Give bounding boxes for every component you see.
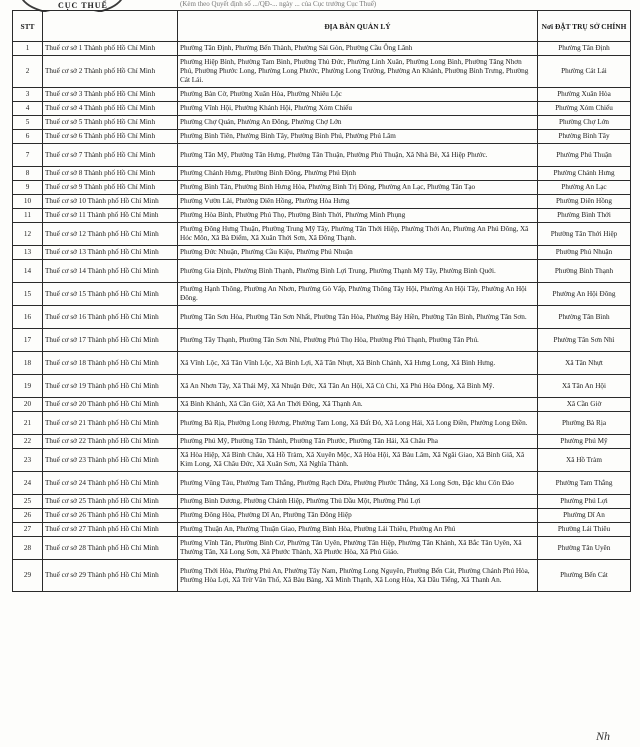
cell-office-name: Thuế cơ sở 27 Thành phố Hồ Chí Minh xyxy=(43,523,178,537)
cell-office-name: Thuế cơ sở 18 Thành phố Hồ Chí Minh xyxy=(43,352,178,375)
cell-stt: 26 xyxy=(13,509,43,523)
table-row xyxy=(13,537,631,560)
cell-area: Xã Vĩnh Lộc, Xã Tân Vĩnh Lộc, Xã Bình Lợi, Xã Tân Nhựt, Xã Bình Chánh, Xã Hưng Long, Xã Bình Hưng. xyxy=(178,352,538,375)
cell-stt: 29 xyxy=(13,560,43,592)
cell-office-name: Thuế cơ sở 6 Thành phố Hồ Chí Minh xyxy=(43,130,178,144)
cell-office-name: Thuế cơ sở 1 Thành phố Hồ Chí Minh xyxy=(43,42,178,56)
cell-office-name: Thuế cơ sở 17 Thành phố Hồ Chí Minh xyxy=(43,329,178,352)
cell-office-name: Thuế cơ sở 21 Thành phố Hồ Chí Minh xyxy=(43,412,178,435)
cell-hq: Phường Phú Mỹ xyxy=(538,435,631,449)
table-row xyxy=(13,398,631,412)
cell-office-name: Thuế cơ sở 14 Thành phố Hồ Chí Minh xyxy=(43,260,178,283)
header-name xyxy=(43,11,178,42)
table-row xyxy=(13,352,631,375)
cell-hq: Phường Cát Lái xyxy=(538,56,631,88)
cell-stt: 24 xyxy=(13,472,43,495)
cell-stt: 23 xyxy=(13,449,43,472)
cell-office-name: Thuế cơ sở 2 Thành phố Hồ Chí Minh xyxy=(43,56,178,88)
table-row xyxy=(13,523,631,537)
table-row xyxy=(13,435,631,449)
table-row xyxy=(13,449,631,472)
cell-hq: Phường Tân Uyên xyxy=(538,537,631,560)
table-row xyxy=(13,283,631,306)
cell-stt: 18 xyxy=(13,352,43,375)
cell-stt: 6 xyxy=(13,130,43,144)
cell-office-name: Thuế cơ sở 3 Thành phố Hồ Chí Minh xyxy=(43,88,178,102)
table-row xyxy=(13,56,631,88)
cell-area: Phường Phú Mỹ, Phường Tân Thành, Phường Tân Phước, Phường Tân Hải, Xã Châu Pha xyxy=(178,435,538,449)
cell-hq: Phường Chánh Hưng xyxy=(538,167,631,181)
table-row xyxy=(13,116,631,130)
cell-area: Phường Tân Mỹ, Phường Tân Hưng, Phường Tân Thuận, Phường Phú Thuận, Xã Nhà Bè, Xã Hiệp Phước. xyxy=(178,144,538,167)
cell-office-name: Thuế cơ sở 9 Thành phố Hồ Chí Minh xyxy=(43,181,178,195)
cell-area: Phường Chợ Quán, Phường An Đông, Phường Chợ Lớn xyxy=(178,116,538,130)
cell-hq: Phường Bình Thạnh xyxy=(538,260,631,283)
table-row xyxy=(13,167,631,181)
cell-stt: 2 xyxy=(13,56,43,88)
cell-stt: 3 xyxy=(13,88,43,102)
cell-stt: 4 xyxy=(13,102,43,116)
header-stt: STT xyxy=(13,11,43,42)
cell-area: Phường Thuận An, Phường Thuận Giao, Phường Bình Hòa, Phường Lái Thiêu, Phường An Phú xyxy=(178,523,538,537)
table-row xyxy=(13,130,631,144)
cell-area: Phường Chánh Hưng, Phường Bình Đông, Phường Phú Định xyxy=(178,167,538,181)
cell-hq: Xã Hồ Tràm xyxy=(538,449,631,472)
header-hq: Nơi ĐẶT TRỤ SỞ CHÍNH xyxy=(538,11,631,42)
cell-office-name: Thuế cơ sở 22 Thành phố Hồ Chí Minh xyxy=(43,435,178,449)
cell-hq: Phường Tân Bình xyxy=(538,306,631,329)
cell-hq: Phường Phú Thuận xyxy=(538,144,631,167)
stamp-text: CỤC THUẾ xyxy=(58,1,108,10)
cell-hq: Phường Tân Thới Hiệp xyxy=(538,223,631,246)
cell-stt: 22 xyxy=(13,435,43,449)
cell-stt: 7 xyxy=(13,144,43,167)
cell-stt: 11 xyxy=(13,209,43,223)
cell-hq: Phường Diên Hồng xyxy=(538,195,631,209)
cell-office-name: Thuế cơ sở 20 Thành phố Hồ Chí Minh xyxy=(43,398,178,412)
header-area: ĐỊA BÀN QUẢN LÝ xyxy=(178,11,538,42)
tax-office-table xyxy=(12,10,631,592)
cell-hq: Phường Xuân Hòa xyxy=(538,88,631,102)
cell-area: Phường Đông Hòa, Phường Dĩ An, Phường Tân Đông Hiệp xyxy=(178,509,538,523)
table-row xyxy=(13,260,631,283)
table-row xyxy=(13,209,631,223)
cell-hq: Phường Bình Thới xyxy=(538,209,631,223)
table-row xyxy=(13,195,631,209)
table-row xyxy=(13,42,631,56)
table-row xyxy=(13,181,631,195)
cell-stt: 13 xyxy=(13,246,43,260)
cell-hq: Phường Tam Thắng xyxy=(538,472,631,495)
cell-hq: Phường An Lạc xyxy=(538,181,631,195)
cell-office-name: Thuế cơ sở 4 Thành phố Hồ Chí Minh xyxy=(43,102,178,116)
cell-area: Phường Bình Tân, Phường Bình Hưng Hòa, Phường Bình Trị Đông, Phường An Lạc, Phường Tân Tạo xyxy=(178,181,538,195)
cell-area: Phường Bình Tiên, Phường Bình Tây, Phường Bình Phú, Phường Phú Lâm xyxy=(178,130,538,144)
cell-stt: 12 xyxy=(13,223,43,246)
cell-area: Phường Tây Thạnh, Phường Tân Sơn Nhì, Phường Phú Thọ Hòa, Phường Phú Thạnh, Phường Tân Phú. xyxy=(178,329,538,352)
cell-hq: Phường An Hội Đông xyxy=(538,283,631,306)
cell-stt: 25 xyxy=(13,495,43,509)
cell-area: Xã An Nhơn Tây, Xã Thái Mỹ, Xã Nhuận Đức, Xã Tân An Hội, Xã Củ Chi, Xã Phú Hòa Đông, Xã Bình Mỹ. xyxy=(178,375,538,398)
table-row xyxy=(13,375,631,398)
cell-office-name: Thuế cơ sở 19 Thành phố Hồ Chí Minh xyxy=(43,375,178,398)
cell-area: Phường Gia Định, Phường Bình Thạnh, Phường Bình Lợi Trung, Phường Thạnh Mỹ Tây, Phường Bình Quới. xyxy=(178,260,538,283)
cell-area: Phường Vĩnh Tân, Phường Bình Cơ, Phường Tân Uyên, Phường Tân Hiệp, Phường Tân Khánh, Xã Bắc Tân Uyên, Xã Thường Tân, Xã Long Sơn, Xã Phước Thành, Xã Phước Hòa, Xã Phú Giáo. xyxy=(178,537,538,560)
table-header-row xyxy=(13,11,631,42)
cell-area: Xã Hòa Hiệp, Xã Bình Châu, Xã Hồ Tràm, Xã Xuyên Mộc, Xã Hòa Hội, Xã Bàu Lâm, Xã Ngãi Giao, Xã Bình Giã, Xã Kim Long, Xã Châu Đức, Xã Xuân Sơn, Xã Nghĩa Thành. xyxy=(178,449,538,472)
cell-area: Phường Tân Định, Phường Bến Thành, Phường Sài Gòn, Phường Cầu Ông Lãnh xyxy=(178,42,538,56)
cell-hq: Phường Bà Rịa xyxy=(538,412,631,435)
cell-area: Phường Đông Hưng Thuận, Phường Trung Mỹ Tây, Phường Tân Thới Hiệp, Phường Thới An, Phường An Phú Đông, Xã Hóc Môn, Xã Bà Điểm, Xã Xuân Thới Sơn, Xã Đông Thạnh. xyxy=(178,223,538,246)
cell-office-name: Thuế cơ sở 23 Thành phố Hồ Chí Minh xyxy=(43,449,178,472)
cell-area: Phường Vĩnh Hội, Phường Khánh Hội, Phường Xóm Chiếu xyxy=(178,102,538,116)
cell-hq: Xã Cần Giờ xyxy=(538,398,631,412)
table-row xyxy=(13,144,631,167)
cell-office-name: Thuế cơ sở 29 Thành phố Hồ Chí Minh xyxy=(43,560,178,592)
cell-stt: 10 xyxy=(13,195,43,209)
table-row xyxy=(13,306,631,329)
cell-office-name: Thuế cơ sở 26 Thành phố Hồ Chí Minh xyxy=(43,509,178,523)
table-row xyxy=(13,560,631,592)
cell-hq: Phường Tân Định xyxy=(538,42,631,56)
cell-stt: 28 xyxy=(13,537,43,560)
cell-hq: Phường Tân Sơn Nhì xyxy=(538,329,631,352)
cell-office-name: Thuế cơ sở 8 Thành phố Hồ Chí Minh xyxy=(43,167,178,181)
cell-hq: Xã Tân An Hội xyxy=(538,375,631,398)
cell-stt: 14 xyxy=(13,260,43,283)
cell-office-name: Thuế cơ sở 5 Thành phố Hồ Chí Minh xyxy=(43,116,178,130)
cell-stt: 20 xyxy=(13,398,43,412)
cell-stt: 9 xyxy=(13,181,43,195)
table-row xyxy=(13,102,631,116)
cell-area: Phường Hạnh Thông, Phường An Nhơn, Phường Gò Vấp, Phường Thông Tây Hội, Phường An Hội Tây, Phường An Hội Đông. xyxy=(178,283,538,306)
cell-office-name: Thuế cơ sở 12 Thành phố Hồ Chí Minh xyxy=(43,223,178,246)
cell-stt: 16 xyxy=(13,306,43,329)
cell-area: Phường Thới Hòa, Phường Phú An, Phường Tây Nam, Phường Long Nguyên, Phường Bến Cát, Phường Chánh Phú Hòa, Phường Hòa Lợi, Xã Trừ Văn Thố, Xã Bàu Bàng, Xã Minh Thạnh, Xã Long Hòa, Xã Dầu Tiếng, Xã Thanh An. xyxy=(178,560,538,592)
cell-hq: Phường Xóm Chiếu xyxy=(538,102,631,116)
cell-office-name: Thuế cơ sở 11 Thành phố Hồ Chí Minh xyxy=(43,209,178,223)
cell-office-name: Thuế cơ sở 16 Thành phố Hồ Chí Minh xyxy=(43,306,178,329)
cell-hq: Phường Dĩ An xyxy=(538,509,631,523)
cell-hq: Phường Lái Thiêu xyxy=(538,523,631,537)
table-row xyxy=(13,246,631,260)
cell-stt: 17 xyxy=(13,329,43,352)
table-row xyxy=(13,509,631,523)
cell-area: Phường Vũng Tàu, Phường Tam Thắng, Phường Rạch Dừa, Phường Phước Thắng, Xã Long Sơn, Đặc khu Côn Đảo xyxy=(178,472,538,495)
cell-stt: 27 xyxy=(13,523,43,537)
cell-office-name: Thuế cơ sở 10 Thành phố Hồ Chí Minh xyxy=(43,195,178,209)
cell-stt: 21 xyxy=(13,412,43,435)
cell-office-name: Thuế cơ sở 15 Thành phố Hồ Chí Minh xyxy=(43,283,178,306)
cell-hq: Phường Bến Cát xyxy=(538,560,631,592)
cell-office-name: Thuế cơ sở 13 Thành phố Hồ Chí Minh xyxy=(43,246,178,260)
cell-hq: Xã Tân Nhựt xyxy=(538,352,631,375)
cell-hq: Phường Bình Tây xyxy=(538,130,631,144)
cell-office-name: Thuế cơ sở 28 Thành phố Hồ Chí Minh xyxy=(43,537,178,560)
cell-area: Phường Hòa Bình, Phường Phú Thọ, Phường Bình Thới, Phường Minh Phụng xyxy=(178,209,538,223)
document-header-note: (Kèm theo Quyết định số .../QĐ-... ngày ... của Cục trưởng Cục Thuế) xyxy=(180,0,377,8)
cell-stt: 8 xyxy=(13,167,43,181)
cell-hq: Phường Chợ Lớn xyxy=(538,116,631,130)
cell-area: Phường Hiệp Bình, Phường Tam Bình, Phường Thủ Đức, Phường Linh Xuân, Phường Long Bình, Phường Tăng Nhơn Phú, Phường Phước Long, Phường Long Phước, Phường Long Trường, Phường An Khánh, Phường Bình Trưng, Phường Cát Lái. xyxy=(178,56,538,88)
cell-office-name: Thuế cơ sở 25 Thành phố Hồ Chí Minh xyxy=(43,495,178,509)
table-row xyxy=(13,472,631,495)
cell-area: Phường Bình Dương, Phường Chánh Hiệp, Phường Thủ Dầu Một, Phường Phú Lợi xyxy=(178,495,538,509)
cell-stt: 5 xyxy=(13,116,43,130)
table-row xyxy=(13,88,631,102)
cell-area: Phường Vườn Lài, Phường Diên Hồng, Phường Hòa Hưng xyxy=(178,195,538,209)
table-row xyxy=(13,412,631,435)
table-row xyxy=(13,329,631,352)
cell-area: Phường Bàn Cờ, Phường Xuân Hòa, Phường Nhiêu Lộc xyxy=(178,88,538,102)
cell-area: Phường Bà Rịa, Phường Long Hương, Phường Tam Long, Xã Đất Đỏ, Xã Long Hải, Xã Long Điền, Phường Long Điền. xyxy=(178,412,538,435)
cell-stt: 19 xyxy=(13,375,43,398)
cell-stt: 1 xyxy=(13,42,43,56)
cell-hq: Phường Phú Nhuận xyxy=(538,246,631,260)
table-row xyxy=(13,495,631,509)
cell-area: Phường Đức Nhuận, Phường Cầu Kiệu, Phường Phú Nhuận xyxy=(178,246,538,260)
cell-stt: 15 xyxy=(13,283,43,306)
cell-area: Xã Bình Khánh, Xã Cần Giờ, Xã An Thới Đông, Xã Thạnh An. xyxy=(178,398,538,412)
cell-area: Phường Tân Sơn Hòa, Phường Tân Sơn Nhất, Phường Tân Hòa, Phường Bảy Hiền, Phường Tân Bình, Phường Tân Sơn. xyxy=(178,306,538,329)
cell-office-name: Thuế cơ sở 7 Thành phố Hồ Chí Minh xyxy=(43,144,178,167)
cell-hq: Phường Phú Lợi xyxy=(538,495,631,509)
signature-mark: Nh xyxy=(596,729,611,743)
cell-office-name: Thuế cơ sở 24 Thành phố Hồ Chí Minh xyxy=(43,472,178,495)
table-row xyxy=(13,223,631,246)
